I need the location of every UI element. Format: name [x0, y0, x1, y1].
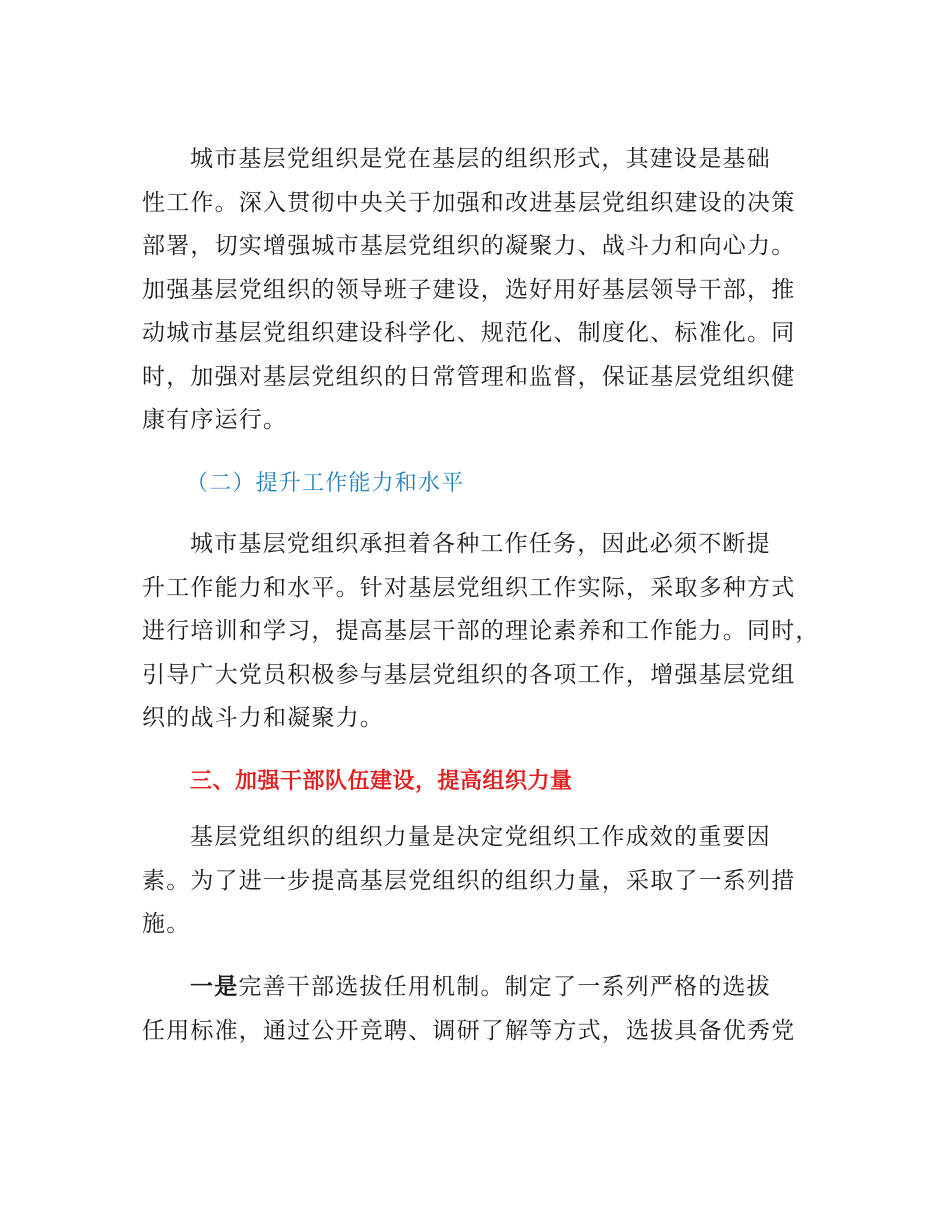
paragraph-line: 动城市基层党组织建设科学化、规范化、制度化、标准化。同: [142, 320, 796, 346]
paragraph-4: [142, 966, 822, 1053]
paragraph-line: 织的战斗力和凝聚力。: [142, 705, 384, 731]
paragraph-line: 时，加强对基层党组织的日常管理和监督，保证基层党组织健: [142, 363, 796, 390]
paragraph-line: 加强基层党组织的领导班子建设，选好用好基层领导干部，推: [142, 276, 796, 303]
paragraph-line: 城市基层党组织承担着各种工作任务，因此必须不断提: [190, 531, 771, 557]
paragraph-3: [142, 816, 822, 947]
subheading-2: [186, 466, 866, 497]
paragraph-line: 施。: [142, 911, 191, 937]
paragraph-line: 基层党组织的组织力量是决定党组织工作成效的重要因: [190, 824, 771, 850]
paragraph-2: [142, 523, 822, 741]
paragraph-line-rest: 完善干部选拔任用机制。制定了一系列严格的选拔: [238, 974, 771, 1000]
paragraph-line: [142, 966, 822, 1010]
lead-emphasis: 一是: [190, 974, 239, 1000]
paragraph-line: 任用标准，通过公开竞聘、调研了解等方式，选拔具备优秀党: [142, 1017, 796, 1044]
paragraph-line: 城市基层党组织是党在基层的组织形式，其建设是基础: [190, 146, 771, 172]
paragraph-line: 康有序运行。: [142, 407, 288, 433]
heading-text: 三、加强干部队伍建设，提高组织力量: [190, 769, 573, 794]
paragraph-line: 性工作。深入贯彻中央关于加强和改进基层党组织建设的决策: [142, 189, 796, 216]
subheading-text: （二）提升工作能力和水平: [186, 471, 465, 496]
paragraph-line: 进行培训和学习，提高基层干部的理论素养和工作能力。同时，: [142, 618, 820, 644]
paragraph-line: 引导广大党员积极参与基层党组织的各项工作，增强基层党组: [142, 661, 796, 688]
heading-3: [190, 764, 870, 795]
paragraph-line: 素。为了进一步提高基层党组织的组织力量，采取了一系列措: [142, 867, 796, 894]
paragraph-1: [142, 138, 822, 443]
paragraph-line: 升工作能力和水平。针对基层党组织工作实际，采取多种方式: [142, 574, 796, 601]
paragraph-line: 部署，切实增强城市基层党组织的凝聚力、战斗力和向心力。: [142, 233, 796, 259]
